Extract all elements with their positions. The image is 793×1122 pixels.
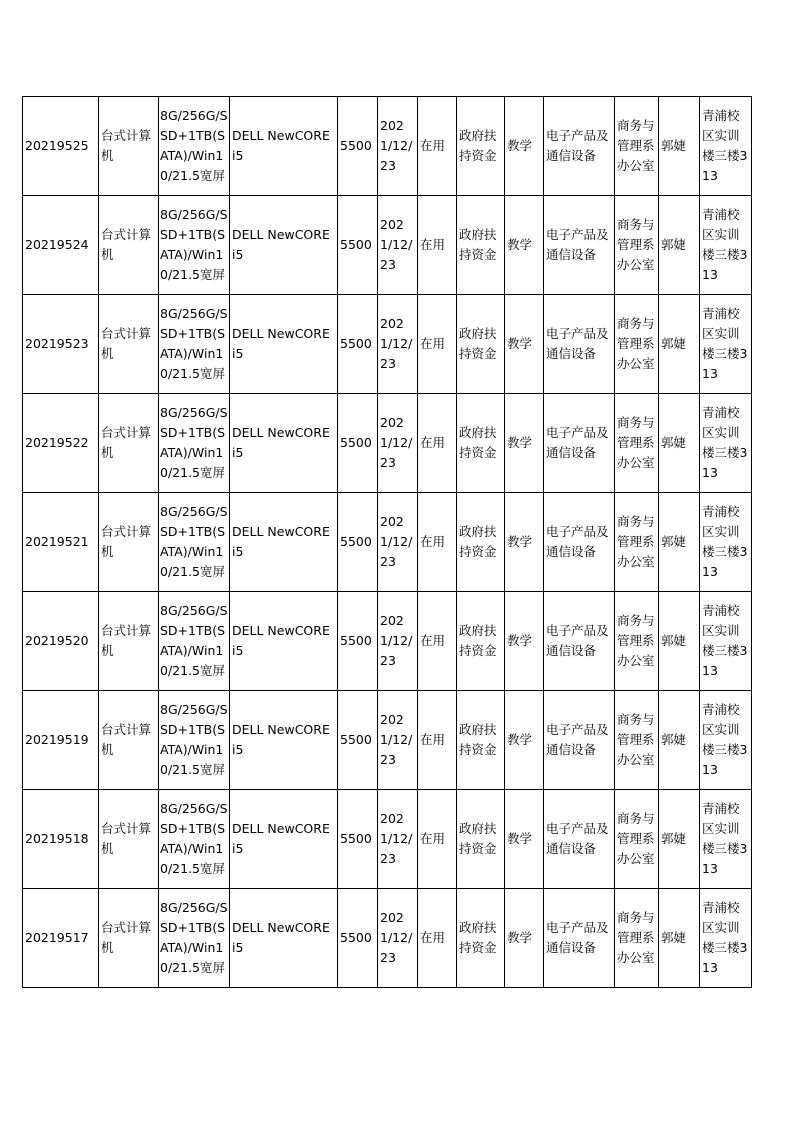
table-row: [23, 493, 752, 592]
status-cell: 在用: [418, 196, 457, 295]
department-cell: 商务与管理系办公室: [615, 295, 659, 394]
location-cell: 青浦校区实训楼三楼313: [700, 295, 752, 394]
category-cell: 电子产品及通信设备: [544, 394, 615, 493]
location-cell: 青浦校区实训楼三楼313: [700, 790, 752, 889]
location-cell: 青浦校区实训楼三楼313: [700, 97, 752, 196]
custodian-cell: 郭婕: [659, 592, 700, 691]
status-cell: 在用: [418, 97, 457, 196]
asset-table: [22, 96, 752, 988]
funding-cell: 政府扶持资金: [457, 691, 505, 790]
status-cell: 在用: [418, 691, 457, 790]
asset-type-cell: 台式计算机: [99, 394, 159, 493]
department-cell: 商务与管理系办公室: [615, 691, 659, 790]
custodian-cell: 郭婕: [659, 394, 700, 493]
funding-cell: 政府扶持资金: [457, 97, 505, 196]
asset-type-cell: 台式计算机: [99, 790, 159, 889]
asset-id-cell: 20219517: [23, 889, 99, 988]
price-cell: 5500: [338, 889, 378, 988]
department-cell: 商务与管理系办公室: [615, 97, 659, 196]
asset-id-cell: 20219521: [23, 493, 99, 592]
table-row: [23, 889, 752, 988]
spec-cell: 8G/256G/SSD+1TB(SATA)/Win10/21.5宽屏: [159, 97, 230, 196]
price-cell: 5500: [338, 790, 378, 889]
date-cell: 2021/12/23: [378, 196, 418, 295]
usage-cell: 教学: [505, 493, 544, 592]
table-row: [23, 196, 752, 295]
usage-cell: 教学: [505, 790, 544, 889]
asset-id-cell: 20219523: [23, 295, 99, 394]
date-cell: 2021/12/23: [378, 493, 418, 592]
status-cell: 在用: [418, 790, 457, 889]
price-cell: 5500: [338, 394, 378, 493]
asset-id-cell: 20219520: [23, 592, 99, 691]
status-cell: 在用: [418, 889, 457, 988]
spec-cell: 8G/256G/SSD+1TB(SATA)/Win10/21.5宽屏: [159, 691, 230, 790]
custodian-cell: 郭婕: [659, 493, 700, 592]
usage-cell: 教学: [505, 295, 544, 394]
location-cell: 青浦校区实训楼三楼313: [700, 196, 752, 295]
asset-type-cell: 台式计算机: [99, 592, 159, 691]
status-cell: 在用: [418, 295, 457, 394]
table-row: [23, 295, 752, 394]
price-cell: 5500: [338, 691, 378, 790]
custodian-cell: 郭婕: [659, 790, 700, 889]
table-body: [23, 97, 752, 988]
date-cell: 2021/12/23: [378, 889, 418, 988]
spec-cell: 8G/256G/SSD+1TB(SATA)/Win10/21.5宽屏: [159, 394, 230, 493]
table-row: [23, 97, 752, 196]
category-cell: 电子产品及通信设备: [544, 196, 615, 295]
model-cell: DELL NewCORE i5: [230, 196, 338, 295]
asset-type-cell: 台式计算机: [99, 97, 159, 196]
price-cell: 5500: [338, 592, 378, 691]
category-cell: 电子产品及通信设备: [544, 97, 615, 196]
asset-id-cell: 20219522: [23, 394, 99, 493]
price-cell: 5500: [338, 196, 378, 295]
model-cell: DELL NewCORE i5: [230, 97, 338, 196]
funding-cell: 政府扶持资金: [457, 196, 505, 295]
asset-type-cell: 台式计算机: [99, 493, 159, 592]
spec-cell: 8G/256G/SSD+1TB(SATA)/Win10/21.5宽屏: [159, 790, 230, 889]
spec-cell: 8G/256G/SSD+1TB(SATA)/Win10/21.5宽屏: [159, 889, 230, 988]
date-cell: 2021/12/23: [378, 592, 418, 691]
category-cell: 电子产品及通信设备: [544, 790, 615, 889]
model-cell: DELL NewCORE i5: [230, 790, 338, 889]
funding-cell: 政府扶持资金: [457, 790, 505, 889]
model-cell: DELL NewCORE i5: [230, 394, 338, 493]
date-cell: 2021/12/23: [378, 691, 418, 790]
custodian-cell: 郭婕: [659, 691, 700, 790]
usage-cell: 教学: [505, 691, 544, 790]
table-row: [23, 592, 752, 691]
asset-type-cell: 台式计算机: [99, 691, 159, 790]
asset-type-cell: 台式计算机: [99, 295, 159, 394]
price-cell: 5500: [338, 493, 378, 592]
date-cell: 2021/12/23: [378, 97, 418, 196]
model-cell: DELL NewCORE i5: [230, 295, 338, 394]
location-cell: 青浦校区实训楼三楼313: [700, 691, 752, 790]
asset-id-cell: 20219518: [23, 790, 99, 889]
department-cell: 商务与管理系办公室: [615, 592, 659, 691]
custodian-cell: 郭婕: [659, 97, 700, 196]
model-cell: DELL NewCORE i5: [230, 493, 338, 592]
model-cell: DELL NewCORE i5: [230, 592, 338, 691]
funding-cell: 政府扶持资金: [457, 889, 505, 988]
status-cell: 在用: [418, 592, 457, 691]
category-cell: 电子产品及通信设备: [544, 493, 615, 592]
date-cell: 2021/12/23: [378, 790, 418, 889]
location-cell: 青浦校区实训楼三楼313: [700, 592, 752, 691]
custodian-cell: 郭婕: [659, 295, 700, 394]
table-row: [23, 394, 752, 493]
funding-cell: 政府扶持资金: [457, 394, 505, 493]
spec-cell: 8G/256G/SSD+1TB(SATA)/Win10/21.5宽屏: [159, 196, 230, 295]
asset-id-cell: 20219524: [23, 196, 99, 295]
date-cell: 2021/12/23: [378, 295, 418, 394]
spec-cell: 8G/256G/SSD+1TB(SATA)/Win10/21.5宽屏: [159, 592, 230, 691]
table-row: [23, 790, 752, 889]
spec-cell: 8G/256G/SSD+1TB(SATA)/Win10/21.5宽屏: [159, 493, 230, 592]
usage-cell: 教学: [505, 97, 544, 196]
custodian-cell: 郭婕: [659, 196, 700, 295]
date-cell: 2021/12/23: [378, 394, 418, 493]
table-row: [23, 691, 752, 790]
funding-cell: 政府扶持资金: [457, 493, 505, 592]
usage-cell: 教学: [505, 592, 544, 691]
price-cell: 5500: [338, 97, 378, 196]
category-cell: 电子产品及通信设备: [544, 889, 615, 988]
department-cell: 商务与管理系办公室: [615, 394, 659, 493]
status-cell: 在用: [418, 493, 457, 592]
category-cell: 电子产品及通信设备: [544, 295, 615, 394]
department-cell: 商务与管理系办公室: [615, 493, 659, 592]
category-cell: 电子产品及通信设备: [544, 691, 615, 790]
asset-id-cell: 20219525: [23, 97, 99, 196]
status-cell: 在用: [418, 394, 457, 493]
custodian-cell: 郭婕: [659, 889, 700, 988]
location-cell: 青浦校区实训楼三楼313: [700, 493, 752, 592]
funding-cell: 政府扶持资金: [457, 295, 505, 394]
usage-cell: 教学: [505, 196, 544, 295]
department-cell: 商务与管理系办公室: [615, 889, 659, 988]
location-cell: 青浦校区实训楼三楼313: [700, 394, 752, 493]
usage-cell: 教学: [505, 394, 544, 493]
asset-id-cell: 20219519: [23, 691, 99, 790]
asset-type-cell: 台式计算机: [99, 196, 159, 295]
category-cell: 电子产品及通信设备: [544, 592, 615, 691]
model-cell: DELL NewCORE i5: [230, 691, 338, 790]
usage-cell: 教学: [505, 889, 544, 988]
location-cell: 青浦校区实训楼三楼313: [700, 889, 752, 988]
funding-cell: 政府扶持资金: [457, 592, 505, 691]
price-cell: 5500: [338, 295, 378, 394]
asset-type-cell: 台式计算机: [99, 889, 159, 988]
department-cell: 商务与管理系办公室: [615, 196, 659, 295]
spec-cell: 8G/256G/SSD+1TB(SATA)/Win10/21.5宽屏: [159, 295, 230, 394]
department-cell: 商务与管理系办公室: [615, 790, 659, 889]
model-cell: DELL NewCORE i5: [230, 889, 338, 988]
